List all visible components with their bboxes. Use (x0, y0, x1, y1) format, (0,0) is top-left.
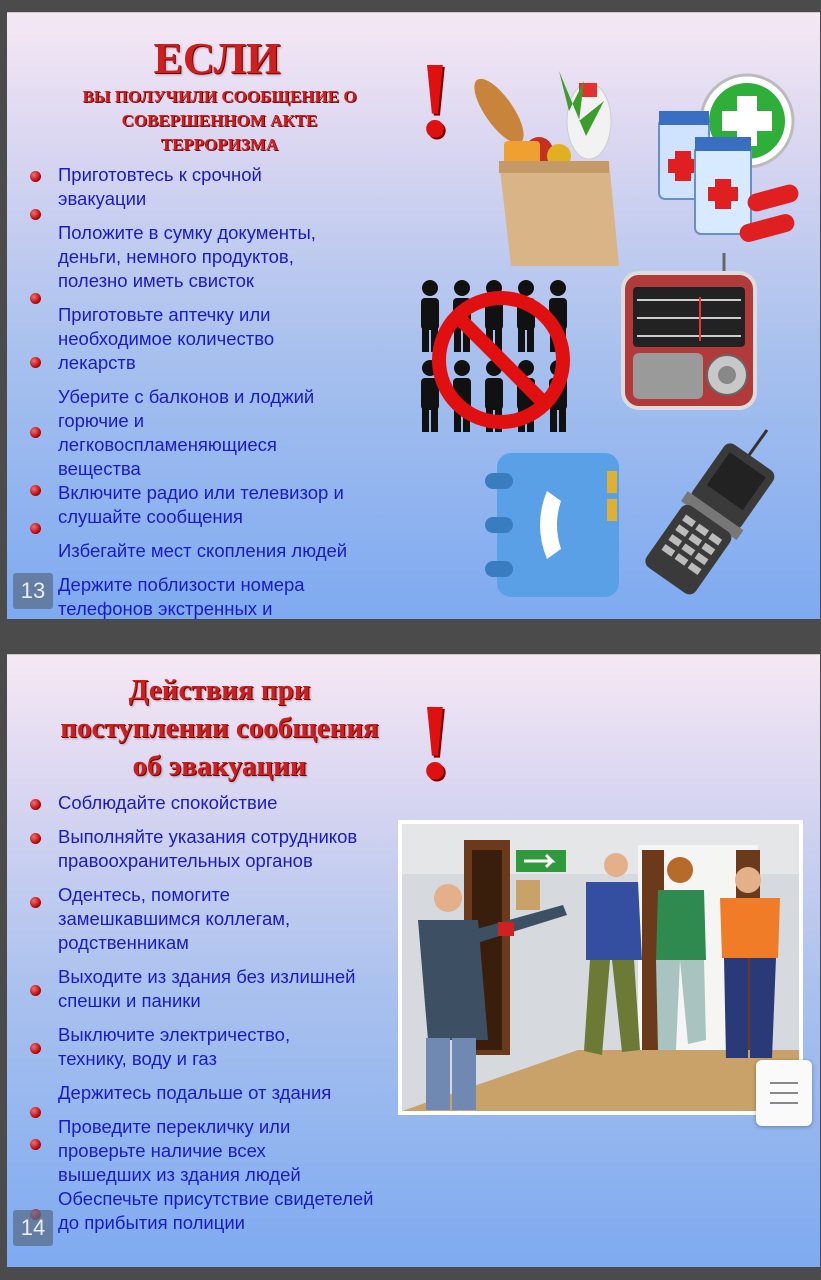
title-line: поступлении сообщения (60, 712, 379, 744)
title-line: Действия при (128, 674, 311, 706)
list-item: Одентесь, помогите замешкавшимся коллегам, родственникам (58, 884, 291, 953)
bullet-dot (30, 833, 41, 844)
slide-14-list (58, 791, 398, 1235)
slide-14-title (27, 671, 412, 785)
mobile-phone-icon (627, 428, 787, 598)
list-item: Соблюдайте спокойствие (58, 792, 278, 813)
list-item: Держитесь подальше от здания (58, 1082, 332, 1103)
bullet-dot (30, 523, 41, 534)
radio-icon (619, 253, 759, 413)
bullet-dot (30, 897, 41, 908)
subtitle-line: ВЫ ПОЛУЧИЛИ СООБЩЕНИЕ О (82, 87, 357, 106)
bullet-dot (30, 1043, 41, 1054)
bullet-dot (30, 427, 41, 438)
bullet-dot (30, 1139, 41, 1150)
page-number: 14 (13, 1210, 53, 1246)
hamburger-icon (770, 1082, 798, 1084)
list-item: Выключите электричество, технику, воду и газ (58, 1024, 291, 1069)
list-item: Приготовьте аптечку или необходимое количество лекарств (58, 304, 275, 373)
hamburger-icon (770, 1092, 798, 1094)
exclamation-icon: ! (417, 41, 453, 160)
subtitle-line: ТЕРРОРИЗМА (160, 135, 279, 154)
menu-button[interactable] (756, 1060, 812, 1126)
bullet-dot (30, 985, 41, 996)
list-item: Включите радио или телевизор и слушайте сообщения (58, 482, 344, 527)
phonebook-icon (477, 451, 627, 601)
medicine-icon (647, 71, 807, 251)
page-number: 13 (13, 573, 53, 609)
grocery-bag-icon (459, 61, 639, 271)
slide-13-subtitle (27, 85, 412, 157)
hamburger-icon (770, 1102, 798, 1104)
bullet-dot (30, 171, 41, 182)
exclamation-icon: ! (417, 683, 453, 802)
evacuation-illustration (398, 820, 803, 1115)
slide-13-list (58, 163, 378, 619)
bullet-dot (30, 209, 41, 220)
list-item: Избегайте мест скопления людей (58, 540, 348, 561)
slide-14 (7, 654, 820, 1267)
list-item: Приготовтесь к срочной эвакуации (58, 164, 262, 209)
list-item: Держите поблизости номера телефонов экстренных и (58, 574, 305, 619)
list-item: Выходите из здания без излишней спешки и паники (58, 966, 356, 1011)
bullet-dot (30, 1107, 41, 1118)
list-item: Проведите перекличку или проверьте наличие всех вышедших из здания людей (58, 1116, 301, 1185)
bullet-dot (30, 799, 41, 810)
subtitle-line: СОВЕРШЕННОМ АКТЕ (121, 111, 318, 130)
slide-13-title: ЕСЛИ (153, 34, 281, 83)
list-item: Обеспечьте присутствие свидетелей до прибытия полиции (58, 1188, 374, 1233)
list-item: Уберите с балконов и лоджий горючие и легковоспламеняющиеся вещества (58, 386, 315, 479)
bullet-dot (30, 293, 41, 304)
bullet-dot (30, 485, 41, 496)
list-item: Положите в сумку документы, деньги, немного продуктов, полезно иметь свисток (58, 222, 316, 291)
bullet-dot (30, 357, 41, 368)
no-crowds-icon (415, 278, 590, 438)
title-line: об эвакуации (132, 750, 307, 782)
slide-13 (7, 12, 820, 619)
list-item: Выполняйте указания сотрудников правоохранительных органов (58, 826, 358, 871)
